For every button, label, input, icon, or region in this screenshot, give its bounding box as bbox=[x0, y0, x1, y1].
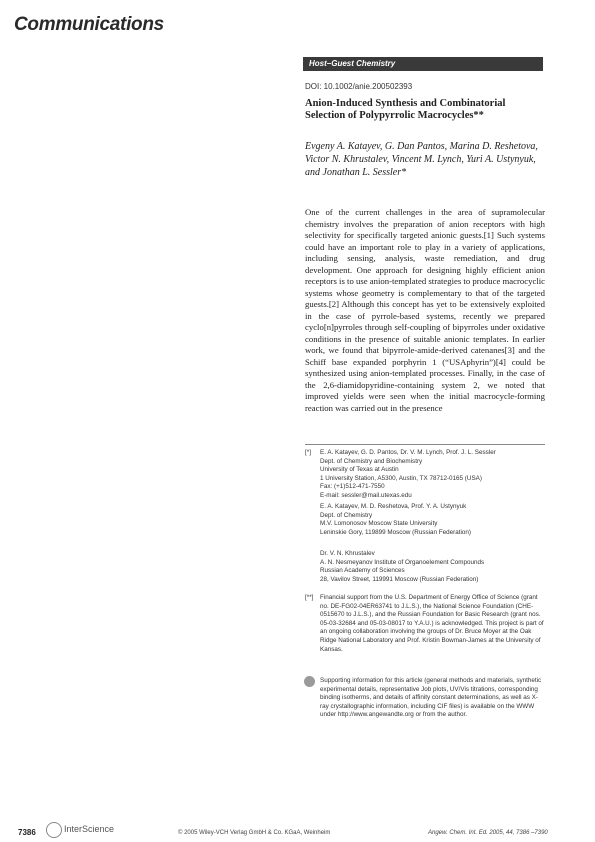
footnote-affiliation-3 bbox=[305, 550, 545, 584]
page-number: 7386 bbox=[18, 828, 36, 837]
footnote-affiliation-2 bbox=[305, 503, 545, 537]
copyright-notice: © 2005 Wiley-VCH Verlag GmbH & Co. KGaA, Weinheim bbox=[178, 830, 331, 836]
footnote-divider bbox=[305, 444, 545, 445]
footnote-text: Dr. V. N. Khrustalev A. N. Nesmeyanov Institute of Organoelement Compounds Russian Academy of Sciences 28, Vavilov Street, 119991 Moscow (Russian Federation) bbox=[320, 550, 485, 583]
running-title: Communications bbox=[14, 14, 164, 35]
publisher-logo: InterScience bbox=[64, 824, 115, 834]
article-title: Anion-Induced Synthesis and Combinatorial Selection of Polypyrrolic Macrocycles** bbox=[305, 98, 506, 121]
footnote-funding bbox=[305, 594, 545, 654]
doi[interactable]: DOI: 10.1002/anie.200502393 bbox=[305, 82, 413, 91]
footnote-text: E. A. Katayev, G. D. Pantos, Dr. V. M. Lynch, Prof. J. L. Sessler Dept. of Chemistry and Biochemistry University of Texas at Austin 1 University Station, A5300, Austin, TX 78712-0165 (USA) Fax: (+1)512-471-7550 E-mail: sessler@mail.utexas.edu bbox=[320, 449, 496, 499]
body-text: One of the current challenges in the area of supramolecular chemistry involves the preparation of anion receptors with high selectivity for specifically targeted anionic guests.[1] Such systems could have an important role to play in a variety of applications, including sensing, analysis, waste remediation, and drug development. One approach for designing highly efficient anion receptors is to use anion-templated strategies to produce macrocyclic systems whose geometry is complementary to that of the targeted guests.[2] Although this concept has yet to be extensively exploited in the case of pyrrole-based systems, recently we prepared cyclo[n]pyrroles through self-coupling of bipyrroles under oxidative conditions in the presence of suitable anionic templates. In earlier work, we found that bipyrrole-amide-derived catenanes[3] and the Schiff base expanded porphyrin 1 (“USAphyrin”)[4] could be synthesized using anion-templated processes. Finally, in the case of the 2,6-diamidopyridine-containing system 2, we noted that improved yields were seen when the initial macrocycle-forming reaction was carried out in the presence bbox=[305, 207, 545, 413]
journal-citation: Angew. Chem. Int. Ed. 2005, 44, 7386 –7390 bbox=[428, 830, 548, 836]
footnote-text: E. A. Katayev, M. D. Reshetova, Prof. Y. A. Ustynyuk Dept. of Chemistry M.V. Lomonosov Moscow State University Leninskie Gory, 119899 Moscow (Russian Federation) bbox=[320, 503, 471, 536]
footnote-text: Supporting information for this article (general methods and materials, synthetic experimental details, representative Job plots, UV/Vis titrations, corresponding binding isotherms, and details of affinity constant determinations, as well as X-ray crystallographic information, including CIF files) is available on the WWW under http://www.angewandte.org or from the author. bbox=[320, 677, 542, 719]
section-label: Host–Guest Chemistry bbox=[303, 57, 543, 71]
footnote-text: Financial support from the U.S. Department of Energy Office of Science (grant no. DE-FG02-04ER63741 to J.L.S.), the National Science Foundation (CHE-0515670 to J.L.S.), and the Russian Foundation for Basic Research (grant nos. 05-03-32684 and 05-03-08017 to Y.A.U.) is acknowledged. This project is part of an ongoing collaboration involving the groups of Dr. Bruce Moyer at the Oak Ridge National Laboratory and Prof. Kristin Bowman-James at the University of Kansas. bbox=[320, 594, 544, 653]
footnote-affiliation-1 bbox=[305, 449, 545, 501]
author-list: Evgeny A. Katayev, G. Dan Pantos, Marina D. Reshetova, Victor N. Khrustalev, Vincent M. Lynch, Yuri A. Ustynyuk, and Jonathan L. Sessler* bbox=[305, 141, 538, 178]
footnote-mark: [*] bbox=[305, 449, 311, 456]
footnote-supporting-info bbox=[305, 677, 545, 720]
footnote-mark: [**] bbox=[305, 594, 314, 601]
interscience-logo-icon bbox=[46, 822, 62, 838]
